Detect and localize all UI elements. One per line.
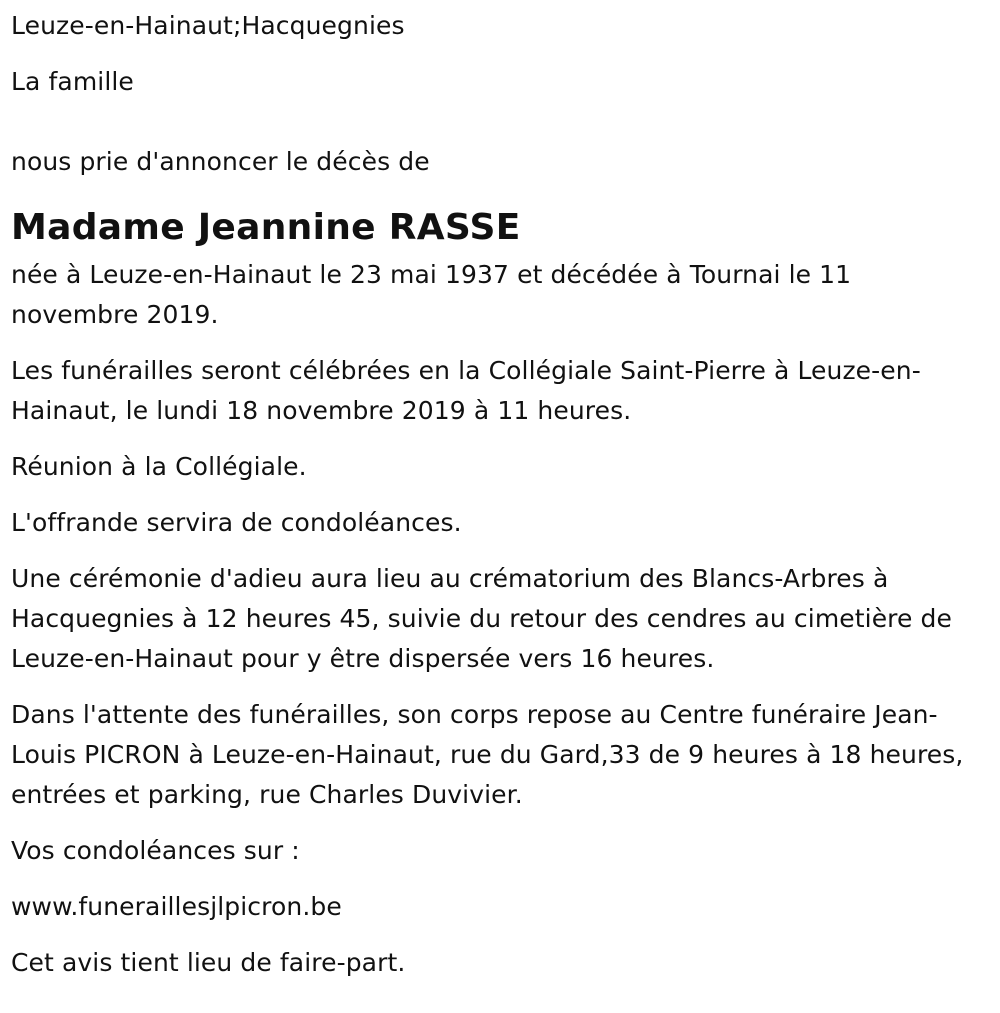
location-text: Leuze-en-Hainaut;Hacquegnies [11,11,405,40]
meeting-details: Réunion à la Collégiale. [11,452,307,481]
deceased-name: Madame Jeannine RASSE [11,207,521,248]
visitation-details: Dans l'attente des funérailles, son corps repose au Centre funéraire Jean-Louis PICRON à Leuze-en-Hainaut, rue du Gard,33 de 9 heures à 18 heures, entrées et parking, rue Charles Duvivier. [11,700,964,809]
family-text: La famille [11,67,134,96]
intro-text: nous prie d'annoncer le décès de [11,147,430,176]
closing-text: Cet avis tient lieu de faire-part. [11,948,406,977]
offering-details: L'offrande servira de condoléances. [11,508,462,537]
website-text [11,887,982,927]
website-link[interactable]: www.funeraillesjlpicron.be [11,892,342,921]
funeral-details: Les funérailles seront célébrées en la Collégiale Saint-Pierre à Leuze-en-Hainaut, le lundi 18 novembre 2019 à 11 heures. [11,356,921,425]
birth-death-details: née à Leuze-en-Hainaut le 23 mai 1937 et décédée à Tournai le 11 novembre 2019. [11,260,852,329]
ceremony-details: Une cérémonie d'adieu aura lieu au crématorium des Blancs-Arbres à Hacquegnies à 12 heures 45, suivie du retour des cendres au cimetière de Leuze-en-Hainaut pour y être dispersée vers 16 heures. [11,564,952,673]
condolences-label: Vos condoléances sur : [11,836,300,865]
